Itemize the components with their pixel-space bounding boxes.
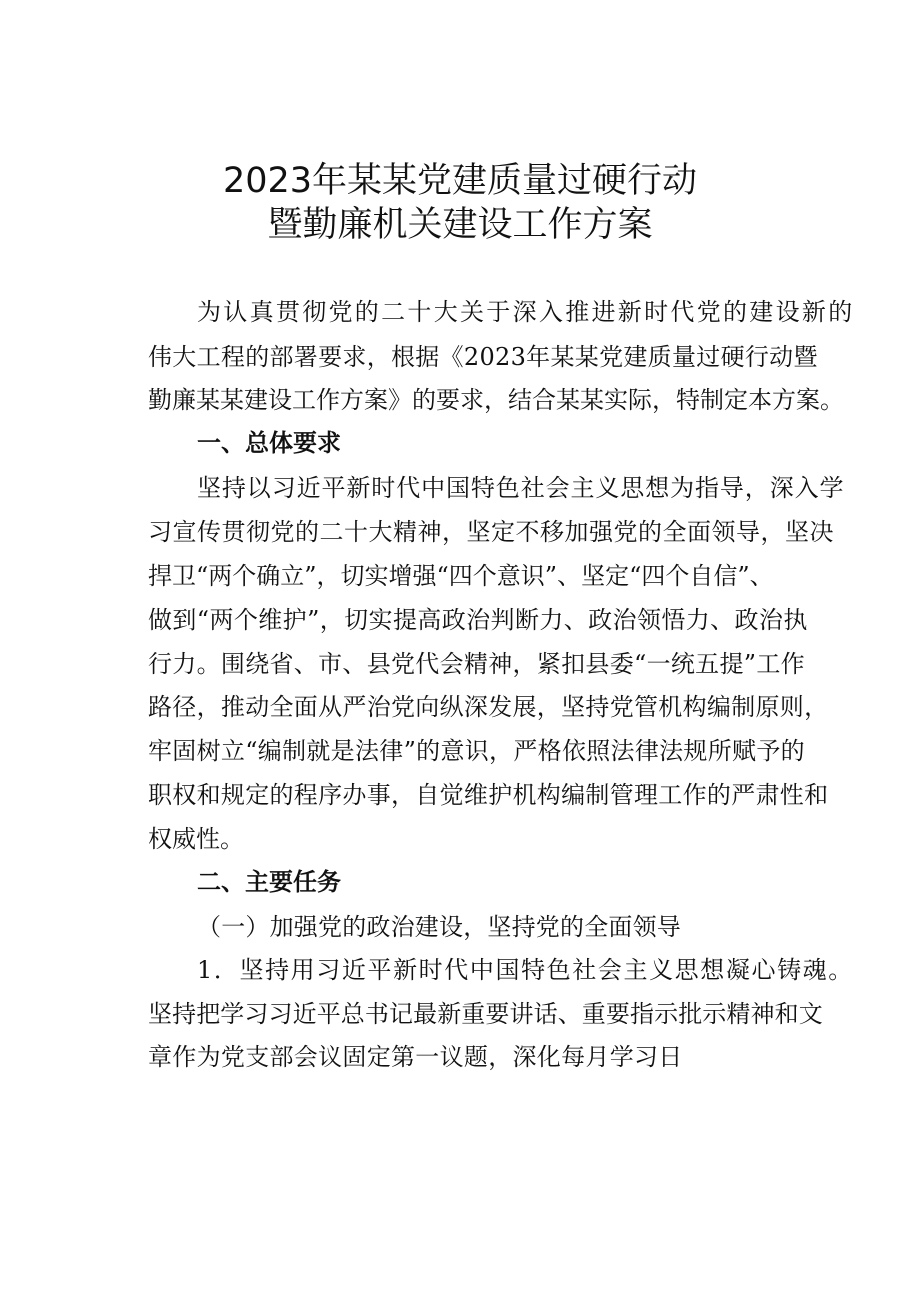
intro-line-2: 伟大工程的部署要求，根据《2023年某某党建质量过硬行动暨 (148, 343, 818, 371)
section-1-heading: 一、总体要求 (197, 429, 341, 457)
section-1-line-6: 路径，推动全面从严治党向纵深发展，坚持党管机构编制原则， (148, 693, 829, 721)
section-2-heading: 二、主要任务 (197, 868, 341, 896)
item-1-line-1: 1．坚持用习近平新时代中国特色社会主义思想凝心铸魂。 (197, 956, 854, 984)
section-1-line-4: 做到“两个维护”，切实提高政治判断力、政治领悟力、政治执 (148, 606, 808, 634)
item-1-line-3: 章作为党支部会议固定第一议题，深化每月学习日 (148, 1043, 683, 1071)
section-1-line-8: 职权和规定的程序办事，自觉维护机构编制管理工作的严肃性和 (148, 781, 829, 809)
section-1-line-9: 权威性。 (148, 825, 244, 853)
section-1-line-7: 牢固树立“编制就是法律”的意识，严格依照法律法规所赋予的 (148, 737, 805, 765)
section-1-line-1: 坚持以习近平新时代中国特色社会主义思想为指导，深入学 (197, 474, 845, 502)
subsection-1-heading: （一）加强党的政治建设，坚持党的全面领导 (197, 913, 681, 941)
intro-line-3: 勤廉某某建设工作方案》的要求，结合某某实际，特制定本方案。 (148, 386, 844, 414)
document-title-line-2: 暨勤廉机关建设工作方案 (267, 205, 653, 245)
item-1-line-2: 坚持把学习习近平总书记最新重要讲话、重要指示批示精神和文 (148, 1000, 823, 1028)
document-title-line-1: 2023年某某党建质量过硬行动 (222, 161, 698, 201)
section-1-line-5: 行力。围绕省、市、县党代会精神，紧扣县委“一统五提”工作 (148, 650, 805, 678)
section-1-line-3: 捍卫“两个确立”，切实增强“四个意识”、坚定“四个自信”、 (148, 562, 774, 590)
intro-line-1: 为认真贯彻党的二十大关于深入推进新时代党的建设新的 (197, 298, 855, 326)
section-1-line-2: 习宣传贯彻党的二十大精神，坚定不移加强党的全面领导，坚决 (148, 518, 834, 546)
